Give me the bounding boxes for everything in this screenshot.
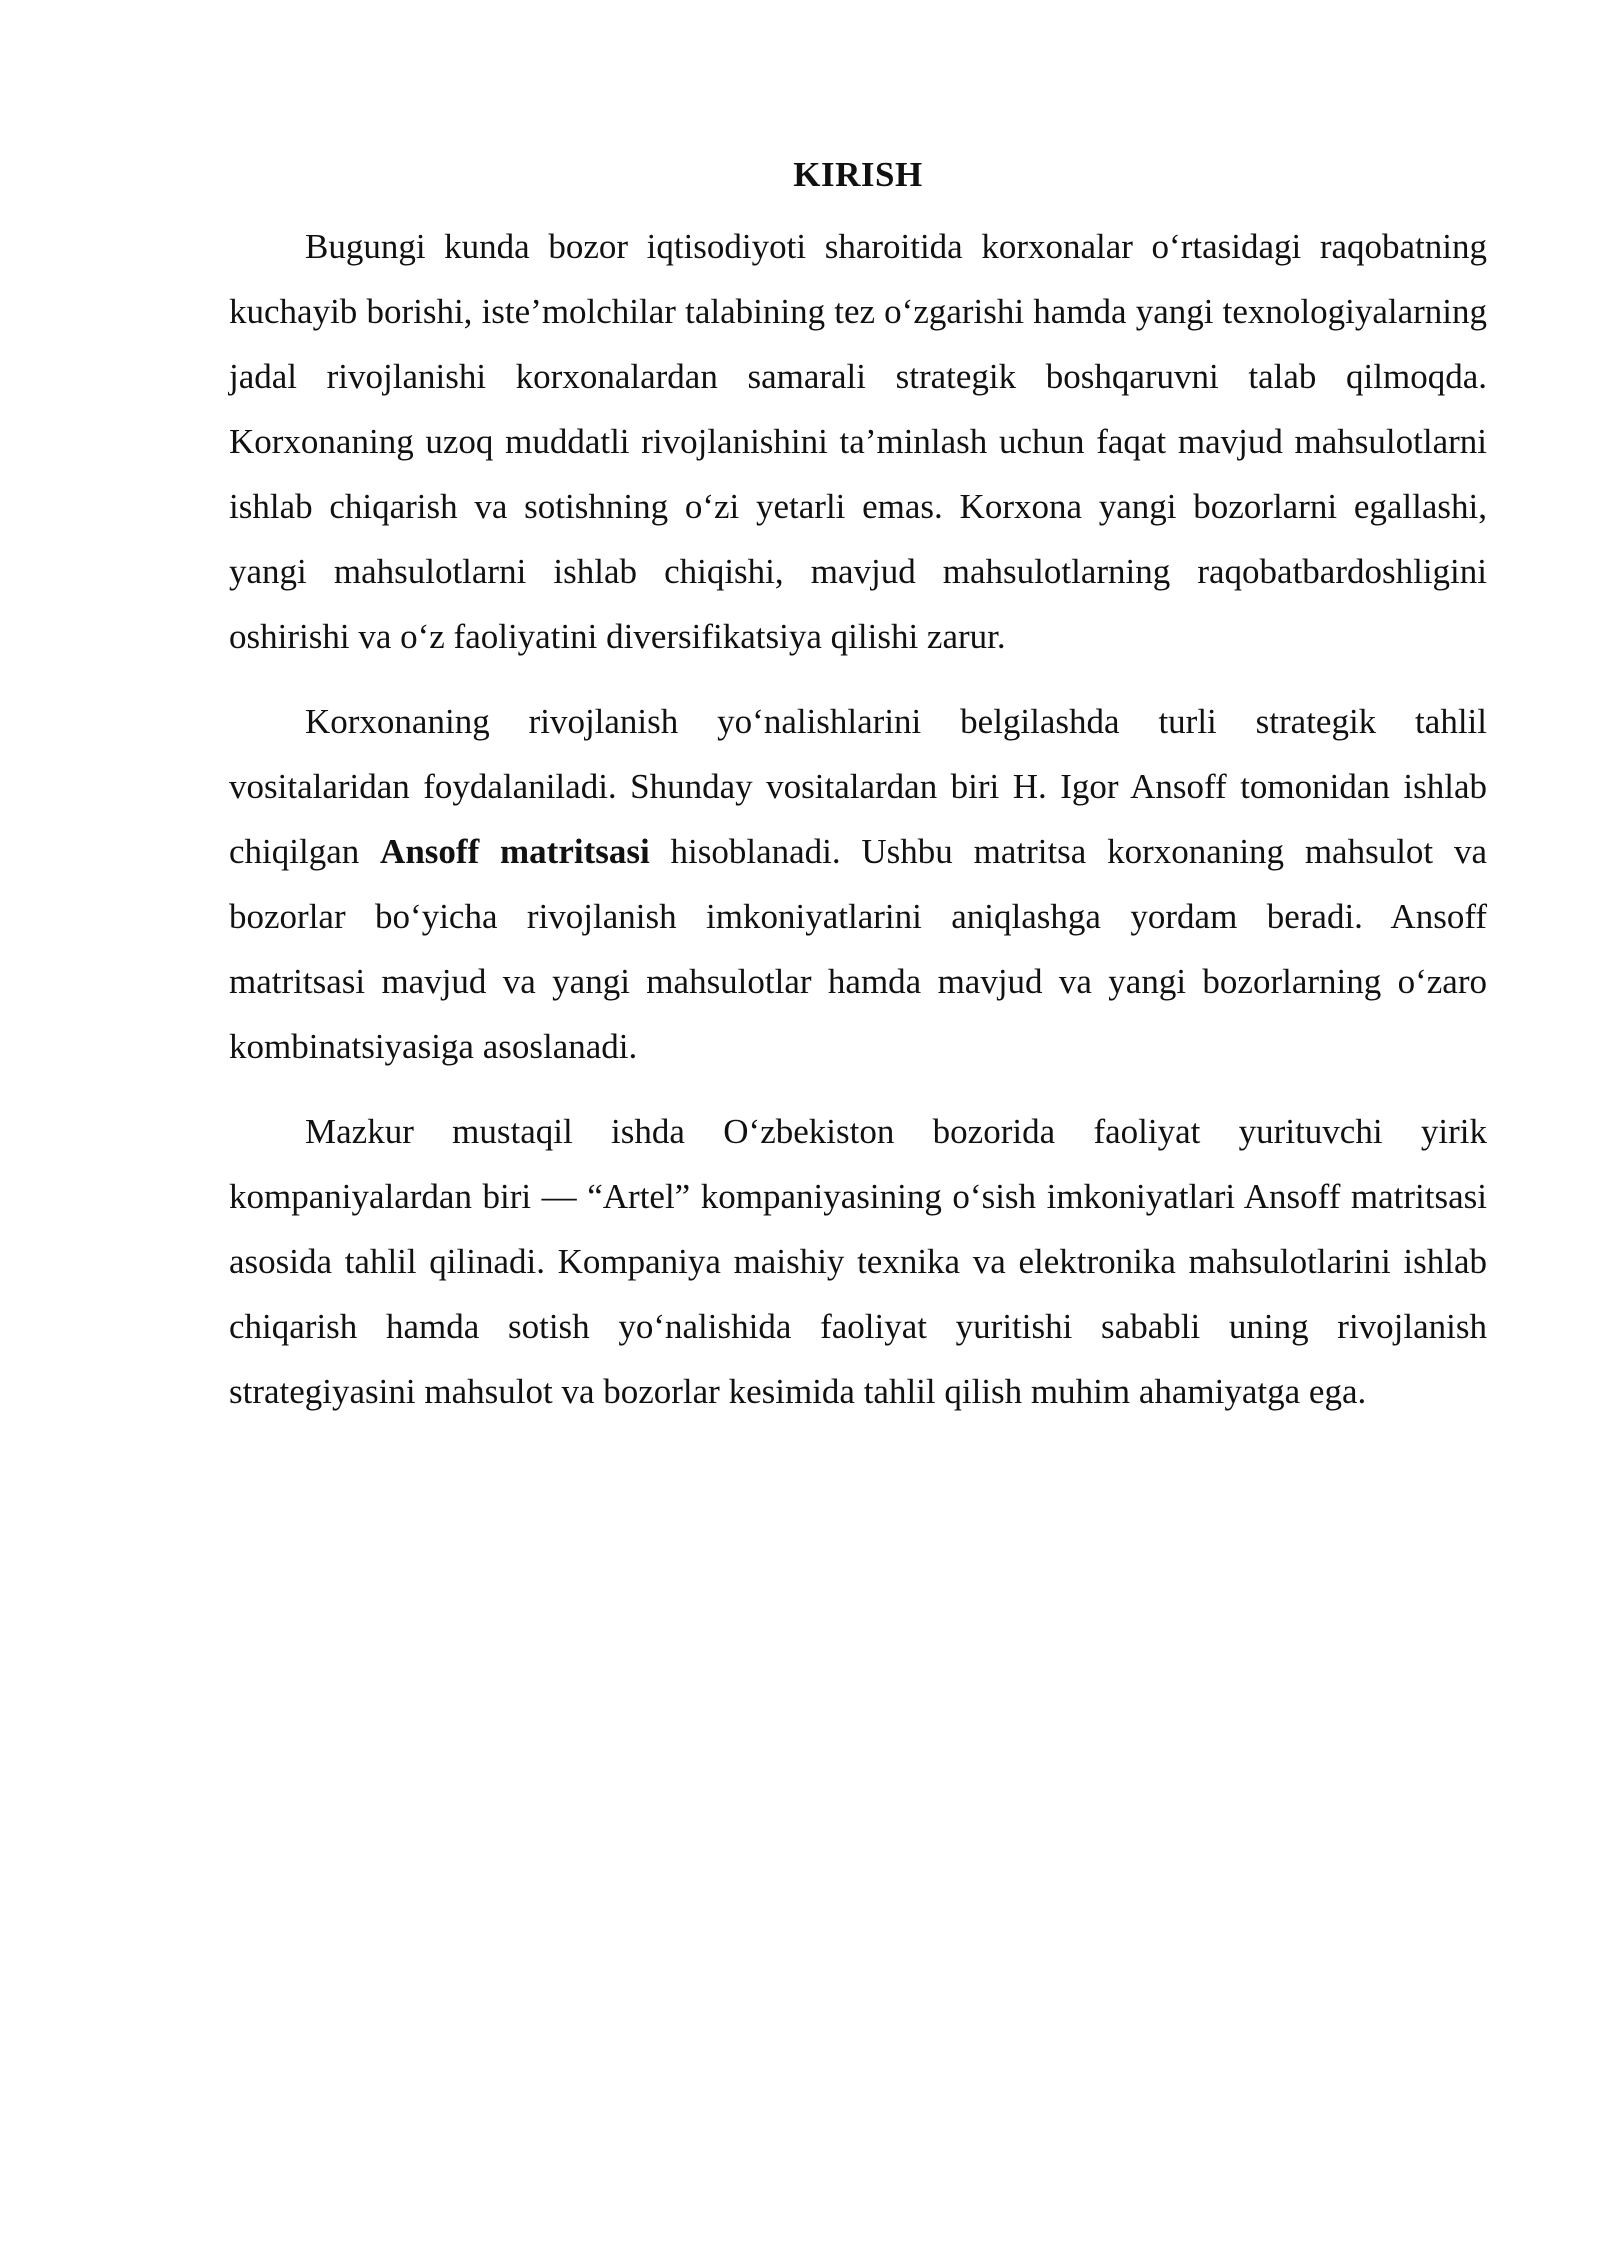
paragraph-ansoff-text-start: Korxonaning rivojlanish yo‘nalishlarini belgilashda turli strategik tahlil vositalaridan foydalaniladi. Shunday vositalardan biri H. Igor Ansoff tomonidan ishlab chiqilgan [229, 702, 1487, 871]
paragraph-intro: Bugungi kunda bozor iqtisodiyoti sharoitida korxonalar o‘rtasidagi raqobatning kuchayib borishi, iste’molchilar talabining tez o‘zgarishi hamda yangi texnologiyalarning jadal rivojlanishi korxonalardan samarali strategik boshqaruvni talab qilmoqda. Korxonaning uzoq muddatli rivojlanishini ta’minlash uchun faqat mavjud mahsulotlarni ishlab chiqarish va sotishning o‘zi yetarli emas. Korxona yangi bozorlarni egallashi, yangi mahsulotlarni ishlab chiqishi, mavjud mahsulotlarning raqobatbardoshligini oshirishi va o‘z faoliyatini diversifikatsiya qilishi zarur. [229, 227, 1487, 656]
paragraph-artel: Mazkur mustaqil ishda O‘zbekiston bozorida faoliyat yurituvchi yirik kompaniyalardan biri — “Artel” kompaniyasining o‘sish imkoniyatlari Ansoff matritsasi asosida tahlil qilinadi. Kompaniya maishiy texnika va elektronika mahsulotlarini ishlab chiqarish hamda sotish yo‘nalishida faoliyat yuritishi sababli uning rivojlanish strategiyasini mahsulot va bozorlar kesimida tahlil qilish muhim ahamiyatga ega. [229, 1112, 1487, 1411]
document-body [229, 150, 1487, 1444]
paragraph-ansoff-text-end: hisoblanadi. Ushbu matritsa korxonaning mahsulot va bozorlar bo‘yicha rivojlanish imkoniyatlarini aniqlashga yordam beradi. Ansoff matritsasi mavjud va yangi mahsulotlar hamda mavjud va yangi bozorlarning o‘zaro kombinatsiyasiga asoslanadi. [229, 832, 1487, 1066]
page-title: KIRISH [793, 155, 923, 194]
ansoff-matrix-term: Ansoff matritsasi [380, 832, 650, 871]
paragraph-ansoff [229, 689, 1487, 1079]
